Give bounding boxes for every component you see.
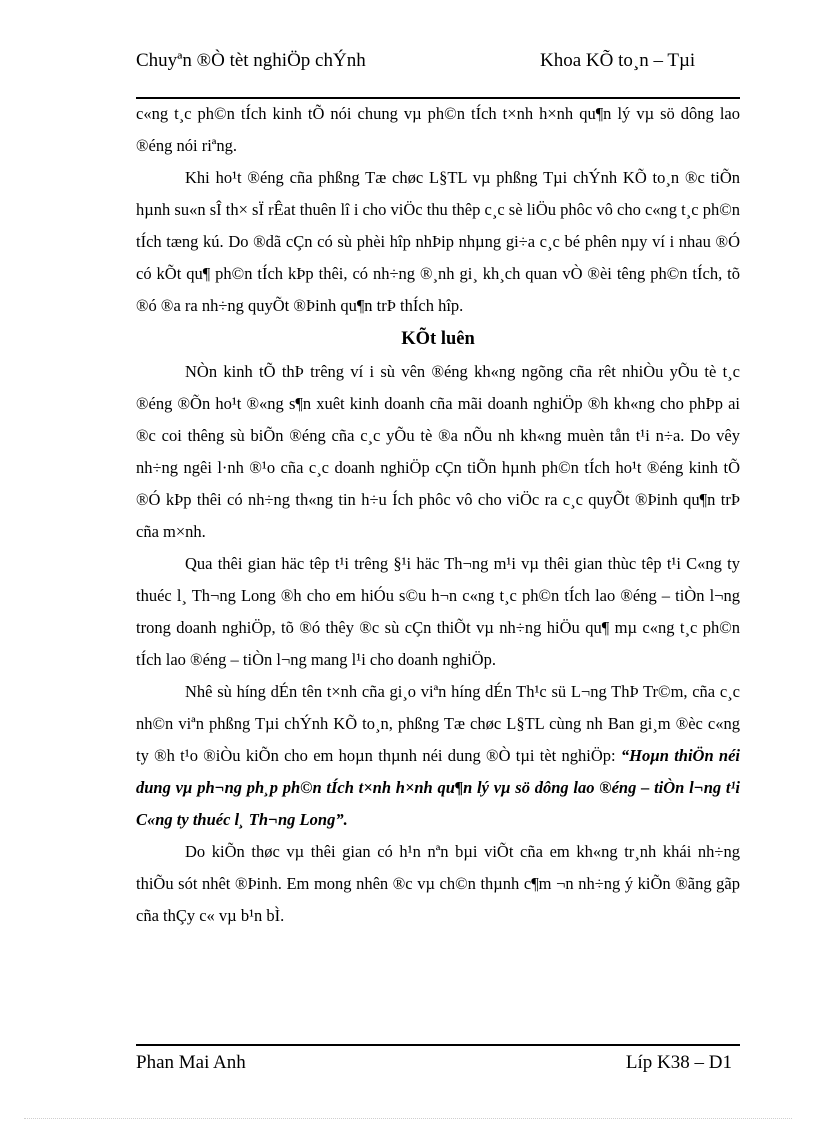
footer-class: Líp K38 – D1 bbox=[625, 1052, 732, 1073]
paragraph-continuation: c«ng t¸c ph©n tÍch kinh tÕ nói chung vµ ph©n tÍch t×nh h×nh qu¶n lý vµ sö dông lao ®éng nói riªng. bbox=[136, 104, 740, 155]
paragraph: Qua thêi gian häc têp t¹i trêng §¹i häc Th¬ng m¹i vµ thêi gian thùc têp t¹i C«ng ty thuéc l¸ Th¬ng Long ®h cho em hiÓu s©u h¬n c«ng t¸c ph©n tÍch lao ®éng – tiÒn l¬ng trong doanh nghiÖp, tõ ®ó thêy ®c sù cÇn thiÕt vµ nh÷ng hiÖu qu¶ mµ c«ng t¸c ph©n tÍch lao ®éng – tiÒn l¬ng mang l¹i cho doanh nghiÖp. bbox=[136, 554, 740, 669]
header-faculty: Khoa KÕ to¸n – Tµi bbox=[540, 50, 696, 71]
paragraph-text: Nhê sù híng dÉn tên t×nh cña gi¸o viªn híng dÉn Th¹c sü L¬ng ThÞ Tr©m, cña c¸c nh©n viªn phßng Tµi chÝnh KÕ to¸n, phßng Tæ chøc L§TL cùng nh Ban gi¸m ®èc c«ng ty ®h t¹o ®iÒu kiÕn cho em hoµn thµnh néi dung ®Ò tµi tèt nghiÖp: bbox=[136, 682, 740, 765]
section-title: KÕt luên bbox=[401, 329, 475, 349]
footer-author: Phan Mai Anh bbox=[136, 1052, 246, 1073]
paragraph: Do kiÕn thøc vµ thêi gian có h¹n nªn bµi viÕt cña em kh«ng tr¸nh khái nh÷ng thiÕu sót nhêt ®Þinh. Em mong nhên ®c vµ ch©n thµnh c¶m ¬n nh÷ng ý kiÕn ®ãng gãp cña thÇy c« vµ b¹n bÌ. bbox=[136, 842, 740, 925]
paragraph: Khi ho¹t ®éng cña phßng Tæ chøc L§TL vµ phßng Tµi chÝnh KÕ to¸n ®c tiÕn hµnh su«n sÎ th× sÏ rÊat thuên lî i cho viÖc thu thêp c¸c sè liÖu phôc vô cho c«ng t¸c ph©n tÍch tæng kú. Do ®dã cÇn có sù phèi hîp nhÞip nhµng gi÷a c¸c bé phên nµy ví i nhau ®Ó có kÕt qu¶ ph©n tÍch kÞp thêi, có nh÷ng ®¸nh gi¸ kh¸ch quan vÒ ®èi têng ph©n tÍch, tõ ®ó ®a ra nh÷ng quyÕt ®Þinh qu¶n trÞ thÍch hîp. bbox=[136, 168, 740, 315]
thesis-topic-emphasis: “Hoµn thiÖn néi dung vµ ph¬ng ph¸p ph©n tÍch t×nh h×nh qu¶n lý vµ sö dông lao ®éng – tiÒn l¬ng t¹i C«ng ty thuéc l¸ Th¬ng Long”. bbox=[136, 746, 740, 829]
page-edge-divider bbox=[24, 1118, 792, 1119]
header-thesis-title: Chuyªn ®Ò tèt nghiÖp chÝnh bbox=[136, 50, 366, 71]
footer-rule bbox=[136, 1044, 740, 1046]
document-body bbox=[136, 98, 740, 932]
paragraph-acknowledgement bbox=[136, 676, 740, 836]
paragraph: NÒn kinh tÕ thÞ trêng ví i sù vên ®éng kh«ng ngõng cña rêt nhiÒu yÕu tè t¸c ®éng ®Õn ho¹t ®«ng s¶n xuêt kinh doanh cña mãi doanh nghiÖp ®h kh«ng cho phÞp ai ®c coi thêng sù biÕn ®éng cña c¸c yÕu tè ®a nÕu nh kh«ng muèn tån t¹i n÷a. Do vêy nh÷ng ngêi l·nh ®¹o cña c¸c doanh nghiÖp cÇn tiÕn hµnh ph©n tÍch ho¹t ®éng kinh tÕ ®Ó kÞp thêi có nh÷ng th«ng tin h÷u Ích phôc vô cho viÖc ra c¸c quyÕt ®Þinh qu¶n trÞ cña m×nh. bbox=[136, 362, 740, 541]
